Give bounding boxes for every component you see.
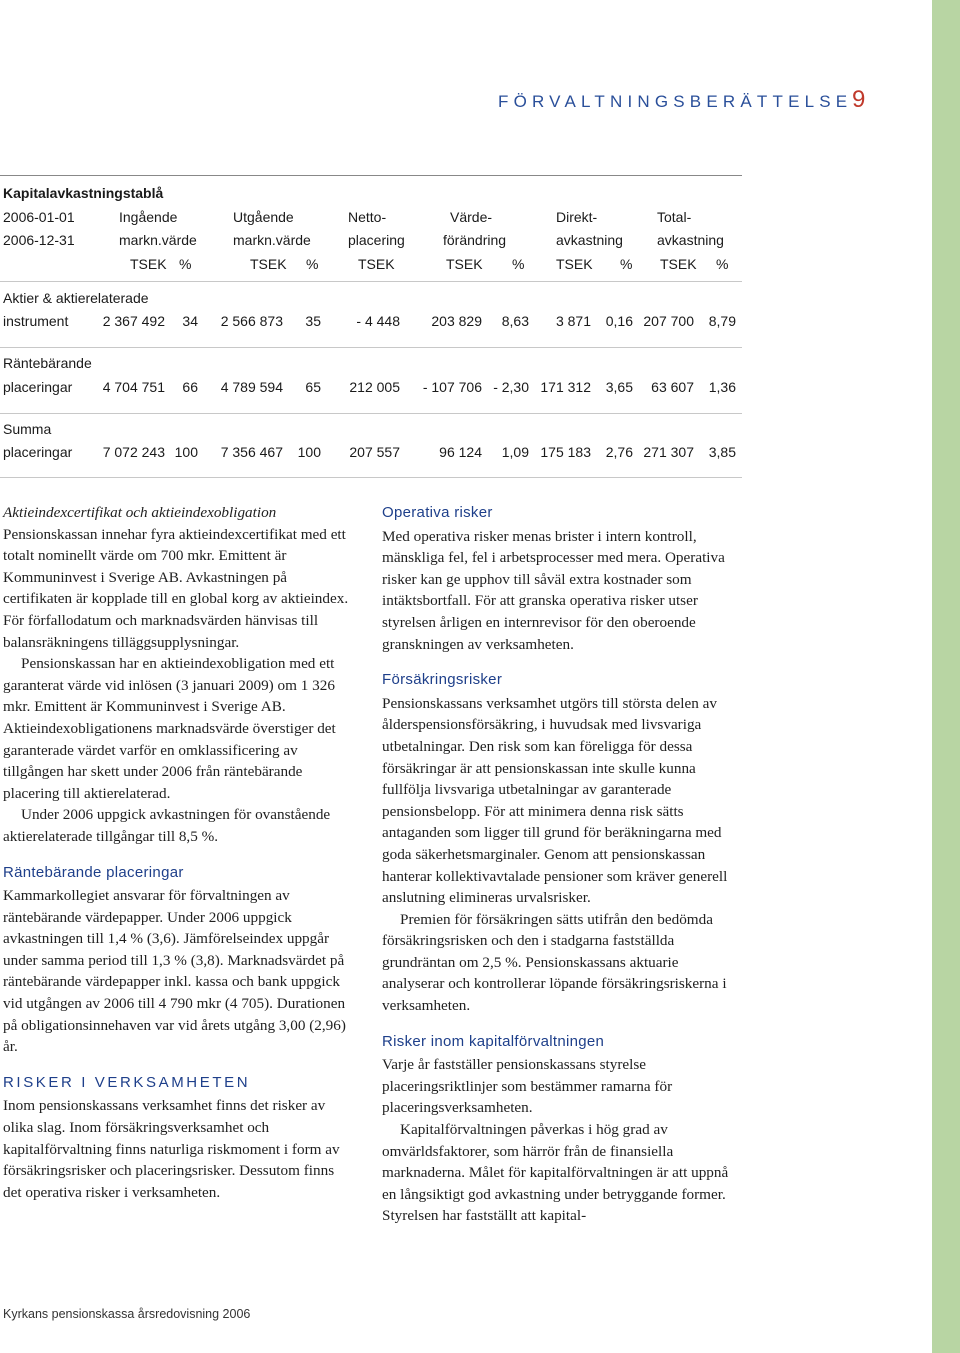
- total-return: 207 700: [643, 313, 694, 329]
- heading-insurance-risks: Försäkringsrisker: [382, 671, 503, 689]
- value-change: 203 829: [431, 313, 482, 329]
- col-head-closing: Utgående: [233, 209, 294, 225]
- direct-return-pct: 3,65: [605, 379, 633, 395]
- total-return-pct: 8,79: [708, 313, 736, 329]
- col-head-net: Netto-: [348, 209, 387, 225]
- row-label: Aktier & aktierelaterade: [3, 290, 149, 306]
- value-change: - 107 706: [422, 379, 482, 395]
- direct-return: 171 312: [540, 379, 591, 395]
- paragraph: Premien för försäkringen sätts utifrån den bedömda försäkringsrisken och den i stadgarna fastställda grundräntan om 2,5 %. Pensionskassans aktuarie analyserar och kontrollerar löpande försäkringsriskerna i verksamheten.: [382, 910, 727, 1015]
- paragraph: Varje år fastställer pensionskassans styrelse placeringsriktlinjer som bestämmer ramarna för placeringsverksamheten.: [382, 1056, 673, 1117]
- unit-pct: %: [620, 256, 633, 272]
- period-from: 2006-01-01: [3, 209, 75, 225]
- left-text-column: [3, 502, 355, 1203]
- unit-tsek: TSEK: [250, 256, 287, 272]
- paragraph: Kammarkollegiet ansvarar för förvaltningen av räntebärande värdepapper. Under 2006 uppgick avkastningen till 1,4 % (3,6). Jämförelseindex uppgår under samma period till 1,3 % (3,8). Marknadsvärdet på räntebärande värdepapper inkl. kassa och bank uppgick vid utgången av 2006 till 4 790 mkr (4 705). Durationen på obligationsinnehaven var vid årets utgång 3,00 (2,96) år.: [3, 887, 346, 1056]
- page-number: 9: [852, 86, 866, 113]
- opening-pct: 100: [174, 444, 198, 460]
- unit-tsek: TSEK: [446, 256, 483, 272]
- col-head-value-change-sub: förändring: [443, 232, 507, 248]
- closing-value: 2 566 873: [220, 313, 283, 329]
- right-text-column: [382, 488, 740, 1227]
- unit-pct: %: [306, 256, 319, 272]
- col-head-total-sub: avkastning: [657, 232, 724, 248]
- table-body: [0, 207, 742, 497]
- opening-pct: 66: [182, 379, 198, 395]
- unit-pct: %: [512, 256, 525, 272]
- col-head-opening: Ingående: [119, 209, 178, 225]
- unit-tsek: TSEK: [358, 256, 395, 272]
- heading-operational-risks: Operativa risker: [382, 504, 493, 521]
- unit-tsek: TSEK: [660, 256, 697, 272]
- col-head-total: Total-: [657, 209, 692, 225]
- col-head-net-sub: placering: [348, 232, 405, 248]
- row-divider: [0, 413, 742, 414]
- paragraph: Kapitalförvaltningen påverkas i hög grad av omvärldsfaktorer, som härrör från de finansiella marknaderna. Målet för kapitalförvaltningen är att uppnå en långsiktigt god avkastning under betryggande former. Styrelsen har fastställt att kapital-: [382, 1121, 729, 1225]
- unit-tsek: TSEK: [556, 256, 593, 272]
- footer-text: Kyrkans pensionskassa årsredovisning 2006: [3, 1307, 251, 1321]
- heading-risks: RISKER I VERKSAMHETEN: [3, 1073, 251, 1091]
- row-divider: [0, 347, 742, 348]
- closing-pct: 35: [305, 313, 321, 329]
- col-head-closing-sub: markn.värde: [233, 232, 311, 248]
- closing-pct: 65: [305, 379, 321, 395]
- row-label-sub: instrument: [3, 313, 69, 329]
- paragraph: Pensionskassan har en aktieindexobligation med ett garanterat värde vid inlösen (3 januari 2009) om 1 326 mkr. Emittent är Kommuninvest i Sverige AB. Aktieindexobligationens marknadsvärde överstiger det garanterade värdet varför en omklassificering av tillgången har skett under 2006 från räntebärande placering till aktierelaterad.: [3, 655, 336, 802]
- header-divider: [0, 281, 742, 282]
- row-label: Summa: [3, 421, 52, 437]
- opening-value: 2 367 492: [102, 313, 165, 329]
- paragraph: Pensionskassan innehar fyra aktieindexcertifikat med ett totalt nominellt värde om 700 mkr. Emittent är Kommuninvest i Sverige AB. Avkastningen på certifikaten är kopplade till en global korg av aktieindex. För förfallodatum och marknadsvärden hänvisas till balansräkningens tilläggsupplysningar.: [3, 525, 349, 651]
- opening-value: 4 704 751: [102, 379, 165, 395]
- closing-value: 7 356 467: [220, 444, 283, 460]
- net-placement: 207 557: [349, 444, 400, 460]
- period-to: 2006-12-31: [3, 232, 75, 248]
- total-return: 63 607: [651, 379, 694, 395]
- unit-pct: %: [179, 256, 192, 272]
- closing-pct: 100: [297, 444, 321, 460]
- value-change: 96 124: [439, 444, 482, 460]
- paragraph: Pensionskassans verksamhet utgörs till största delen av ålderspensionsförsäkring, i huvudsak med livsvariga utbetalningar. Den risk som kan föreligga för dessa försäkringar är att pensionskassan inte skulle kunna fullfölja livsvariga utbetalningar av garanterade pensionsbelopp. För att minimera denna risk sätts antaganden som ligger till grund för beräkningarna med goda säkerhetsmarginaler. Genom att pensionskassan hanterar kollektivavtalade pensioner som kräver generell anslutning elimineras urvalsrisker.: [382, 694, 728, 907]
- direct-return-pct: 0,16: [605, 313, 633, 329]
- opening-pct: 34: [182, 313, 198, 329]
- opening-value: 7 072 243: [102, 444, 165, 460]
- table-bottom-rule: [0, 477, 742, 478]
- section-title: FÖRVALTNINGSBERÄTTELSE: [498, 92, 853, 111]
- row-label: Räntebärande: [3, 355, 92, 371]
- direct-return: 175 183: [540, 444, 591, 460]
- total-return: 271 307: [643, 444, 694, 460]
- direct-return-pct: 2,76: [605, 444, 633, 460]
- value-change-pct: 1,09: [501, 444, 529, 460]
- net-placement: 212 005: [349, 379, 400, 395]
- table-title: Kapitalavkastningstablå: [3, 185, 164, 201]
- value-change-pct: 8,63: [501, 313, 529, 329]
- side-color-band: [932, 0, 960, 1353]
- subheading-index-certificates: Aktieindexcertifikat och aktieindexobligation: [3, 504, 277, 521]
- row-label-sub: placeringar: [3, 444, 73, 460]
- col-head-value-change: Värde-: [450, 209, 493, 225]
- heading-capital-management-risks: Risker inom kapitalförvaltningen: [382, 1032, 605, 1050]
- heading-interest-bearing: Räntebärande placeringar: [3, 863, 184, 881]
- unit-tsek: TSEK: [130, 256, 167, 272]
- row-label-sub: placeringar: [3, 379, 73, 395]
- total-return-pct: 3,85: [708, 444, 736, 460]
- col-head-direct-sub: avkastning: [556, 232, 623, 248]
- value-change-pct: - 2,30: [493, 379, 529, 395]
- col-head-opening-sub: markn.värde: [119, 232, 197, 248]
- closing-value: 4 789 594: [220, 379, 283, 395]
- paragraph: Under 2006 uppgick avkastningen för ovanstående aktierelaterade tillgångar till 8,5 %.: [3, 806, 331, 845]
- total-return-pct: 1,36: [708, 379, 736, 395]
- paragraph: Inom pensionskassans verksamhet finns det risker av olika slag. Inom försäkringsverksamhet och kapitalförvaltning finns naturliga riskmoment i form av försäkringsrisker och placeringsrisker. Dessutom finns det operativa risker i verksamheten.: [3, 1097, 340, 1201]
- direct-return: 3 871: [555, 313, 591, 329]
- capital-return-table: [0, 175, 742, 497]
- unit-pct: %: [716, 256, 729, 272]
- net-placement: - 4 448: [356, 313, 400, 329]
- paragraph: Med operativa risker menas brister i intern kontroll, mänskliga fel, fel i arbetsprocesser med mera. Operativa risker kan ge upphov till såväl extra kostnader som intäktsbortfall. För att granska operativa risker utser styrelsen årligen en internrevisor för den oberoende granskningen av verksamheten.: [382, 527, 725, 653]
- col-head-direct: Direkt-: [556, 209, 598, 225]
